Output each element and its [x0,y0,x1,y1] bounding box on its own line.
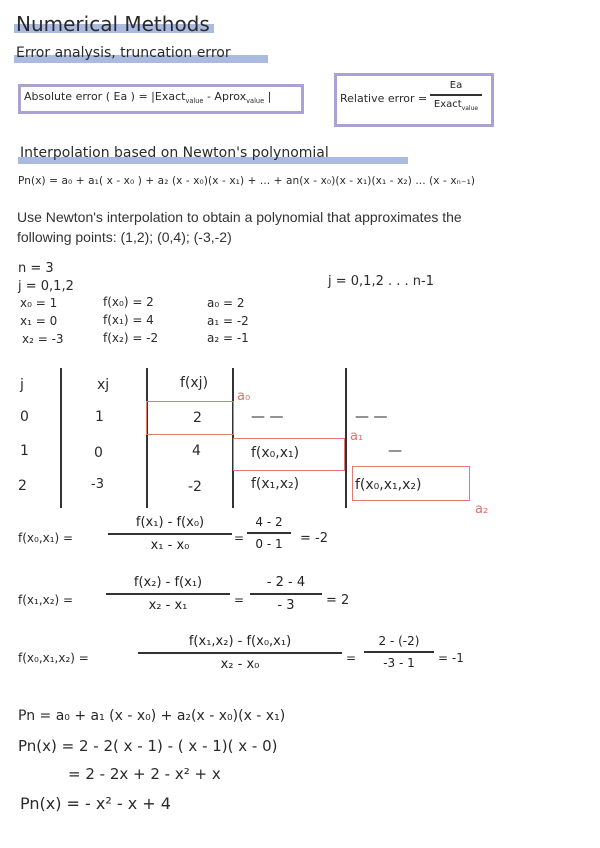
calc-2-eq: = [346,651,357,665]
table-row-0-j: 0 [20,409,29,425]
label-a1: a₁ [350,429,364,444]
absolute-error-mid: - Aprox [203,90,247,103]
absolute-error-formula [24,91,271,105]
table-row-1-f: 4 [192,443,201,459]
table-diff2: f(x₀,x₁,x₂) [355,477,422,493]
given-a0: a₀ = 2 [207,296,245,310]
calc-2-den2: -3 - 1 [383,655,415,670]
table-row-1-x: 0 [94,445,103,461]
calc-2-result: = -1 [438,651,464,665]
section-heading: Interpolation based on Newton's polynomial [20,145,329,161]
calc-0-num2: 4 - 2 [255,515,283,529]
calc-0-eq: = [234,531,245,545]
given-n: n = 3 [18,261,54,276]
fraction-bar [247,532,291,534]
absolute-error-sub1: value [185,97,204,106]
table-divider-1 [60,368,62,508]
absolute-error-sub2: value [246,97,265,106]
problem-line-1: Use Newton's interpolation to obtain a polynomial that approximates the [17,209,462,225]
a0-highlight-box [146,401,234,435]
relative-error-denominator [434,99,478,112]
calc-2-fraction-2 [364,634,434,670]
calc-0-result: = -2 [300,531,328,546]
table-row-0-dash1: — — [251,409,284,425]
given-x0: x₀ = 1 [20,296,58,310]
given-f2: f(x₂) = -2 [103,331,159,345]
table-header-xj: xj [97,377,110,393]
given-a1: a₁ = -2 [207,314,249,328]
table-divider-2 [146,368,148,508]
table-diff1-0: f(x₀,x₁) [251,445,300,461]
table-row-0-f: 2 [193,410,202,426]
final-line-1: Pn = a₀ + a₁ (x - x₀) + a₂(x - x₀)(x - x₁) [18,708,286,724]
absolute-error-label: Absolute error ( Ea ) = |Exact [24,90,186,103]
table-divider-4 [345,368,347,508]
given-a2: a₂ = -1 [207,331,249,345]
calc-0-fraction-2 [247,515,291,551]
problem-line-2: following points: (1,2); (0,4); (-3,-2) [17,229,232,245]
calc-1-den: x₂ - x₁ [148,597,188,613]
calc-2-num2: 2 - (-2) [378,634,420,648]
subtitle: Error analysis, truncation error [16,45,231,61]
final-line-4: Pn(x) = - x² - x + 4 [20,794,171,813]
relative-error-den-text: Exact [433,98,462,110]
calc-0-num: f(x₁) - f(x₀) [135,515,205,530]
final-line-3: = 2 - 2x + 2 - x² + x [68,765,221,783]
table-diff1-1: f(x₁,x₂) [251,476,300,492]
table-row-0-x: 1 [95,409,104,425]
calc-2-lhs: f(x₀,x₁,x₂) = [18,651,89,665]
fraction-bar [138,652,342,654]
table-header-j: j [20,377,24,393]
fraction-bar [250,593,322,595]
absolute-error-end: | [264,90,272,103]
fraction-bar [430,94,482,96]
calc-1-eq: = [234,593,245,607]
calc-1-num2: - 2 - 4 [266,575,306,590]
general-formula: Pn(x) = a₀ + a₁( x - x₀ ) + a₂ (x - x₀)(x - x₁) + ... + an(x - x₀)(x - x₁)(x₁ - x₂) ... (x - xₙ₋₁) [18,175,476,187]
calc-2-num: f(x₁,x₂) - f(x₀,x₁) [188,634,292,649]
calc-2-fraction [138,634,342,672]
calc-1-result: = 2 [326,593,350,608]
relative-error-numerator: Ea [449,80,463,91]
table-row-0-dash2: — — [355,409,388,425]
final-line-2: Pn(x) = 2 - 2( x - 1) - ( x - 1)( x - 0) [18,737,278,755]
calc-1-den2: - 3 [277,597,295,613]
calc-0-den2: 0 - 1 [255,536,283,551]
calc-1-fraction-2 [250,575,322,613]
given-x2: x₂ = -3 [22,332,64,346]
calc-0-den: x₁ - x₀ [150,537,190,553]
table-row-1-dash: — [388,443,402,459]
calc-0-lhs: f(x₀,x₁) = [18,531,74,545]
relative-error-label: Relative error = [340,92,428,105]
label-a2: a₂ [475,502,489,517]
calc-1-num: f(x₂) - f(x₁) [133,575,203,590]
given-x1: x₁ = 0 [20,314,58,328]
given-j: j = 0,1,2 [18,279,74,294]
relative-error-fraction [430,80,482,112]
table-row-2-j: 2 [18,478,27,494]
fraction-bar [106,593,230,595]
given-f0: f(x₀) = 2 [103,295,154,309]
fraction-bar [364,651,434,653]
calc-0-fraction [108,515,232,553]
fraction-bar [108,533,232,535]
given-f1: f(x₁) = 4 [103,313,154,327]
page-title: Numerical Methods [16,12,210,36]
table-row-2-f: -2 [188,479,202,495]
given-j-range: j = 0,1,2 . . . n-1 [328,274,434,289]
table-header-fxj: f(xj) [180,375,209,391]
relative-error-den-sub: value [461,104,479,112]
label-a0: a₀ [237,389,251,404]
calc-1-fraction [106,575,230,613]
table-row-1-j: 1 [20,443,29,459]
calc-1-lhs: f(x₁,x₂) = [18,593,74,607]
table-row-2-x: -3 [91,477,104,492]
calc-2-den: x₂ - x₀ [220,656,260,672]
